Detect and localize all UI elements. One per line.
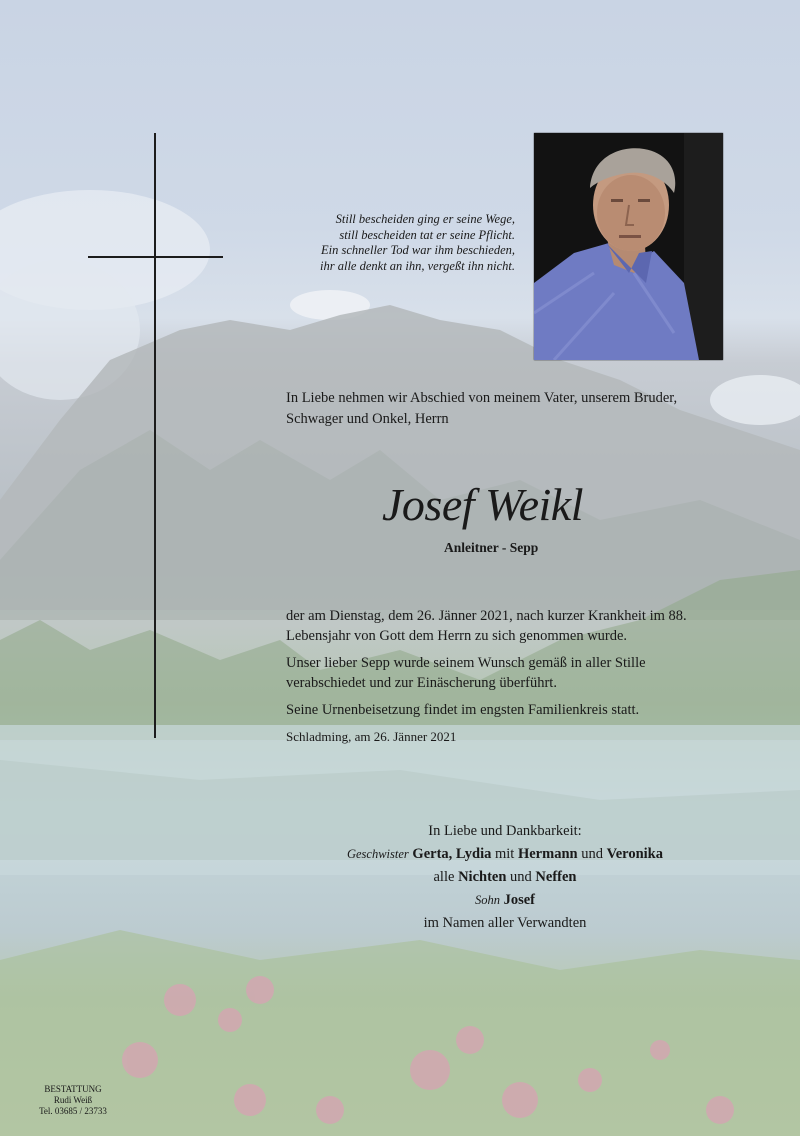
relatives-line: im Namen aller Verwandten <box>423 915 587 931</box>
portrait-photo <box>534 133 723 360</box>
connector: und <box>581 846 603 862</box>
sibling-name: Hermann <box>517 846 578 862</box>
siblings-label: Geschwister <box>346 847 409 861</box>
undertaker-phone: Tel. 03685 / 23733 <box>39 1106 107 1116</box>
connector: und <box>510 869 532 885</box>
connector: alle <box>433 869 455 885</box>
nieces: Nichten <box>458 869 507 885</box>
undertaker-info <box>38 1084 108 1117</box>
announcement-body <box>286 606 716 754</box>
sibling-names: Gerta, Lydia <box>412 846 492 862</box>
place-date: Schladming, am 26. Jänner 2021 <box>286 729 457 744</box>
deceased-name: Josef Weikl <box>382 479 584 530</box>
paragraph-death: der am Dienstag, dem 26. Jänner 2021, nach kurzer Krankheit im 88. Lebensjahr von Gott dem Herrn zu sich genommen wurde. <box>286 608 687 644</box>
son-line <box>290 889 720 912</box>
nickname: Anleitner - Sepp <box>444 540 539 555</box>
undertaker-name: Rudi Weiß <box>53 1095 93 1105</box>
cross-vertical <box>154 133 156 738</box>
cross-horizontal <box>88 256 223 258</box>
nephews: Neffen <box>535 869 577 885</box>
son-label: Sohn <box>474 893 500 907</box>
nieces-nephews-line <box>290 866 720 889</box>
sibling-name: Veronika <box>606 846 663 862</box>
paragraph-burial: Seine Urnenbeisetzung findet im engsten Familienkreis statt. <box>286 702 640 718</box>
closing-heading: In Liebe und Dankbarkeit: <box>428 823 582 839</box>
verse-line: Still bescheiden ging er seine Wege, <box>335 212 515 226</box>
paragraph-farewell: Unser lieber Sepp wurde seinem Wunsch gemäß in aller Stille verabschiedet und zur Einäscherung überführt. <box>286 655 646 691</box>
verse-line: Ein schneller Tod war ihm beschieden, <box>321 243 515 257</box>
intro-line: Schwager und Onkel, Herrn <box>286 411 449 427</box>
verse-line: ihr alle denkt an ihn, vergeßt ihn nicht. <box>320 258 515 273</box>
intro-line: In Liebe nehmen wir Abschied von meinem Vater, unserem Bruder, <box>286 390 678 406</box>
memorial-verse <box>270 212 515 274</box>
connector: mit <box>495 846 515 862</box>
undertaker-title: BESTATTUNG <box>44 1084 102 1094</box>
mourners-block <box>290 820 720 935</box>
siblings-line <box>290 843 720 866</box>
verse-line: still bescheiden tat er seine Pflicht. <box>339 227 515 242</box>
son-name: Josef <box>503 892 536 908</box>
intro-text <box>286 388 677 430</box>
